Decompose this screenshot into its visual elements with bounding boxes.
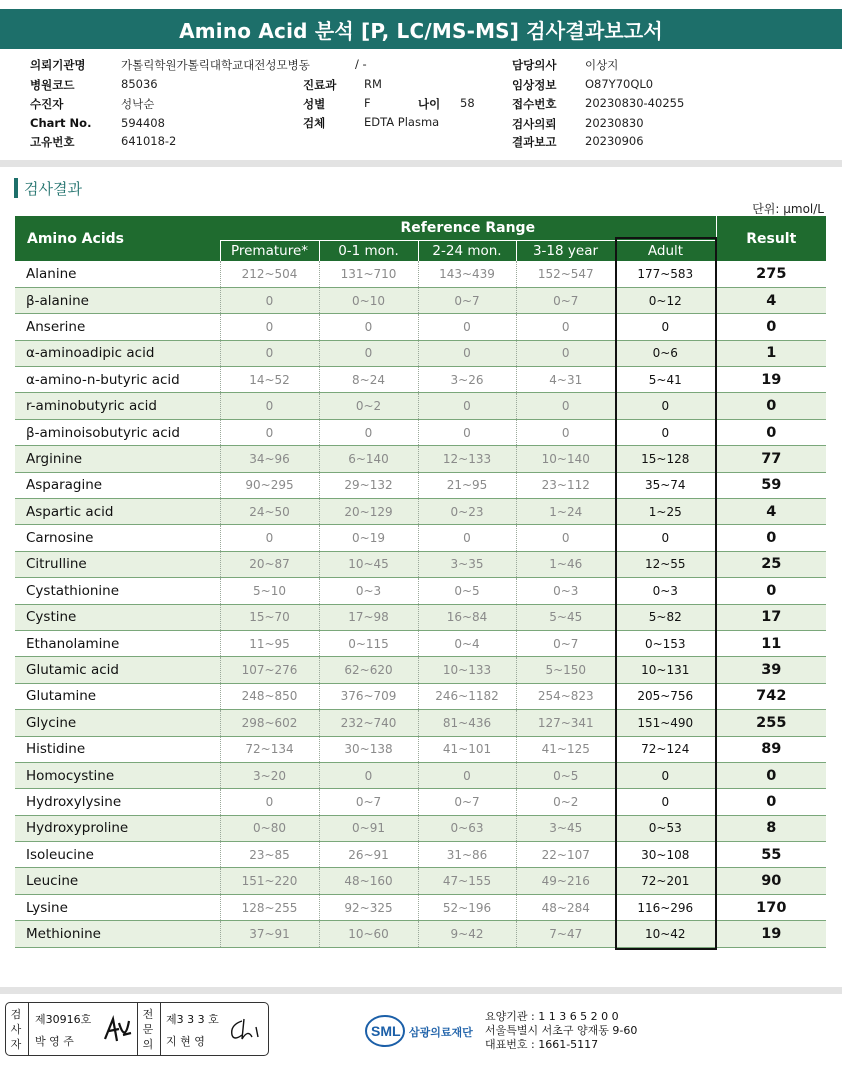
- table-row: [15, 842, 826, 868]
- reference-range-cell: 0~2: [516, 789, 615, 815]
- reference-range-cell: 0~3: [516, 578, 615, 604]
- reference-range-cell: 3~20: [220, 762, 319, 788]
- table-row: [15, 921, 826, 947]
- adult-range-cell: 10~131: [615, 657, 716, 683]
- reference-range-cell: 0: [516, 314, 615, 340]
- chart-label: Chart No.: [30, 116, 92, 130]
- chart-value: 594408: [121, 116, 165, 130]
- table-row: [15, 762, 826, 788]
- reference-range-cell: 0: [516, 525, 615, 551]
- report-value: 20230906: [585, 134, 644, 148]
- hospital-code-value: 85036: [121, 77, 158, 91]
- reference-range-cell: 20~129: [319, 499, 418, 525]
- reference-range-cell: 0: [418, 393, 516, 419]
- reference-range-cell: 0: [220, 393, 319, 419]
- table-row: [15, 261, 826, 287]
- age-value: 58: [460, 96, 475, 110]
- table-row: [15, 604, 826, 630]
- lab-code: 요양기관 : 1 1 3 6 5 2 0 0: [485, 1010, 619, 1023]
- report-label: 결과보고: [512, 135, 557, 149]
- reference-range-cell: 14~52: [220, 367, 319, 393]
- result-value: 0: [716, 314, 826, 340]
- reference-range-cell: 41~125: [516, 736, 615, 762]
- reference-range-cell: 52~196: [418, 894, 516, 920]
- reference-range-cell: 0: [220, 340, 319, 366]
- table-row: [15, 472, 826, 498]
- reference-range-cell: 10~133: [418, 657, 516, 683]
- reference-range-cell: 0: [319, 340, 418, 366]
- adult-range-cell: 0: [615, 762, 716, 788]
- specialist-license: 제3 3 3 호: [166, 1013, 219, 1026]
- reference-range-cell: 0: [220, 287, 319, 313]
- amino-acid-name: Carnosine: [15, 525, 220, 551]
- col-header-amino-acids: Amino Acids: [15, 216, 220, 261]
- reference-range-cell: 152~547: [516, 261, 615, 287]
- reference-range-cell: 298~602: [220, 710, 319, 736]
- reference-range-cell: 0~80: [220, 815, 319, 841]
- amino-acid-name: Glycine: [15, 710, 220, 736]
- adult-range-cell: 0: [615, 525, 716, 551]
- adult-range-cell: 12~55: [615, 551, 716, 577]
- reference-range-cell: 41~101: [418, 736, 516, 762]
- result-value: 0: [716, 789, 826, 815]
- reference-range-cell: 0: [418, 762, 516, 788]
- amino-acid-name: β-aminoisobutyric acid: [15, 419, 220, 445]
- unique-label: 고유번호: [30, 135, 75, 149]
- reference-range-cell: 10~60: [319, 921, 418, 947]
- reference-range-cell: 0~19: [319, 525, 418, 551]
- table-row: [15, 868, 826, 894]
- reference-range-cell: 30~138: [319, 736, 418, 762]
- receipt-value: 20230830-40255: [585, 96, 685, 110]
- examiner-label: 검 사 자: [10, 1008, 22, 1051]
- patient-info: [0, 55, 842, 155]
- specimen-label: 검체: [303, 116, 326, 130]
- result-value: 77: [716, 446, 826, 472]
- clinical-value: O87Y70QL0: [585, 77, 654, 91]
- table-row: [15, 630, 826, 656]
- table-row: [15, 419, 826, 445]
- reference-range-cell: 22~107: [516, 842, 615, 868]
- table-row: [15, 340, 826, 366]
- reference-range-cell: 23~85: [220, 842, 319, 868]
- doctor-label: 담당의사: [512, 58, 557, 72]
- result-value: 89: [716, 736, 826, 762]
- reference-range-cell: 0: [418, 340, 516, 366]
- sml-logo: [365, 1010, 485, 1050]
- reference-range-cell: 20~87: [220, 551, 319, 577]
- result-value: 1: [716, 340, 826, 366]
- lab-phone: 대표번호 : 1661-5117: [485, 1038, 599, 1051]
- reference-range-cell: 1~24: [516, 499, 615, 525]
- reference-range-cell: 0~10: [319, 287, 418, 313]
- col-header-2-24-mon: 2-24 mon.: [418, 240, 516, 261]
- adult-range-cell: 205~756: [615, 683, 716, 709]
- result-value: 59: [716, 472, 826, 498]
- reference-range-cell: 17~98: [319, 604, 418, 630]
- reference-range-cell: 0~3: [319, 578, 418, 604]
- amino-acid-name: Glutamic acid: [15, 657, 220, 683]
- table-row: [15, 789, 826, 815]
- footer-divider: [0, 987, 842, 994]
- col-header-reference-range: Reference Range: [220, 216, 716, 240]
- reference-range-cell: 29~132: [319, 472, 418, 498]
- result-value: 19: [716, 367, 826, 393]
- result-value: 275: [716, 261, 826, 287]
- reference-range-cell: 127~341: [516, 710, 615, 736]
- patient-label: 수진자: [30, 97, 64, 111]
- examiner-signature: [101, 1013, 135, 1047]
- table-row: [15, 525, 826, 551]
- amino-acid-name: α-aminoadipic acid: [15, 340, 220, 366]
- reference-range-cell: 0~115: [319, 630, 418, 656]
- reference-range-cell: 0~7: [418, 789, 516, 815]
- adult-range-cell: 10~42: [615, 921, 716, 947]
- amino-acid-name: Anserine: [15, 314, 220, 340]
- adult-range-cell: 35~74: [615, 472, 716, 498]
- reference-range-cell: 72~134: [220, 736, 319, 762]
- amino-acid-name: Arginine: [15, 446, 220, 472]
- adult-range-cell: 0~53: [615, 815, 716, 841]
- reference-range-cell: 3~26: [418, 367, 516, 393]
- age-label: 나이: [418, 97, 441, 111]
- reference-range-cell: 5~150: [516, 657, 615, 683]
- reference-range-cell: 23~112: [516, 472, 615, 498]
- receipt-label: 접수번호: [512, 97, 557, 111]
- reference-range-cell: 0: [418, 419, 516, 445]
- reference-range-cell: 0~63: [418, 815, 516, 841]
- reference-range-cell: 37~91: [220, 921, 319, 947]
- result-value: 0: [716, 419, 826, 445]
- result-value: 0: [716, 393, 826, 419]
- result-value: 255: [716, 710, 826, 736]
- reference-range-cell: 5~45: [516, 604, 615, 630]
- reference-range-cell: 47~155: [418, 868, 516, 894]
- adult-range-cell: 0~3: [615, 578, 716, 604]
- reference-range-cell: 151~220: [220, 868, 319, 894]
- reference-range-cell: 212~504: [220, 261, 319, 287]
- reference-range-cell: 6~140: [319, 446, 418, 472]
- reference-range-cell: 90~295: [220, 472, 319, 498]
- lab-address: 서울특별시 서초구 양재동 9-60: [485, 1024, 638, 1037]
- reference-range-cell: 0: [418, 314, 516, 340]
- adult-range-cell: 0~6: [615, 340, 716, 366]
- adult-range-cell: 30~108: [615, 842, 716, 868]
- logo-caption: 삼광의료재단: [409, 1026, 473, 1039]
- report-title: Amino Acid 분석 [P, LC/MS-MS] 검사결과보고서: [0, 9, 842, 49]
- table-row: [15, 287, 826, 313]
- result-value: 17: [716, 604, 826, 630]
- institution-value: 가톨릭학원가톨릭대학교대전성모병동: [121, 58, 310, 72]
- amino-acid-name: α-amino-n-butyric acid: [15, 367, 220, 393]
- section-title: [14, 178, 82, 198]
- table-row: [15, 314, 826, 340]
- table-row: [15, 683, 826, 709]
- reference-range-cell: 3~45: [516, 815, 615, 841]
- reference-range-cell: 376~709: [319, 683, 418, 709]
- reference-range-cell: 0~2: [319, 393, 418, 419]
- unit-label: 단위: μmol/L: [752, 202, 824, 216]
- reference-range-cell: 10~45: [319, 551, 418, 577]
- adult-range-cell: 151~490: [615, 710, 716, 736]
- specimen-value: EDTA Plasma: [364, 115, 440, 129]
- table-row: [15, 367, 826, 393]
- section-title-text: 검사결과: [24, 179, 82, 198]
- col-header-premature: Premature*: [220, 240, 319, 261]
- amino-acid-name: Cystine: [15, 604, 220, 630]
- reference-range-cell: 0~4: [418, 630, 516, 656]
- dept-label: 진료과: [303, 78, 337, 92]
- adult-range-cell: 0: [615, 419, 716, 445]
- reference-range-cell: 49~216: [516, 868, 615, 894]
- examiner-name: 박 영 주: [35, 1035, 74, 1048]
- table-row: [15, 894, 826, 920]
- reference-range-cell: 107~276: [220, 657, 319, 683]
- amino-acid-name: Ethanolamine: [15, 630, 220, 656]
- lab-info: [485, 1010, 637, 1052]
- table-row: [15, 815, 826, 841]
- adult-range-cell: 177~583: [615, 261, 716, 287]
- adult-range-cell: 0~12: [615, 287, 716, 313]
- table-row: [15, 446, 826, 472]
- result-value: 4: [716, 499, 826, 525]
- amino-acid-name: Aspartic acid: [15, 499, 220, 525]
- reference-range-cell: 0~23: [418, 499, 516, 525]
- specialist-name: 지 현 영: [166, 1035, 205, 1048]
- specialist-signature: [226, 1015, 262, 1045]
- result-value: 742: [716, 683, 826, 709]
- reference-range-cell: 0: [516, 419, 615, 445]
- col-header-adult: Adult: [615, 240, 716, 261]
- result-value: 90: [716, 868, 826, 894]
- reference-range-cell: 0~7: [516, 630, 615, 656]
- reference-range-cell: 3~35: [418, 551, 516, 577]
- reference-range-cell: 0: [319, 419, 418, 445]
- result-value: 19: [716, 921, 826, 947]
- result-value: 0: [716, 525, 826, 551]
- reference-range-cell: 0: [220, 419, 319, 445]
- amino-acid-name: Asparagine: [15, 472, 220, 498]
- table-row: [15, 499, 826, 525]
- reference-range-cell: 21~95: [418, 472, 516, 498]
- col-header-result: Result: [716, 216, 826, 261]
- table-row: [15, 657, 826, 683]
- reference-range-cell: 254~823: [516, 683, 615, 709]
- adult-range-cell: 15~128: [615, 446, 716, 472]
- section-marker: [14, 178, 18, 198]
- reference-range-cell: 143~439: [418, 261, 516, 287]
- patient-value: 성낙순: [121, 97, 155, 111]
- clinical-label: 임상정보: [512, 78, 557, 92]
- reference-range-cell: 5~10: [220, 578, 319, 604]
- reference-range-cell: 0~7: [418, 287, 516, 313]
- adult-range-cell: 0: [615, 789, 716, 815]
- table-row: [15, 551, 826, 577]
- adult-range-cell: 5~41: [615, 367, 716, 393]
- reference-range-cell: 24~50: [220, 499, 319, 525]
- table-row: [15, 393, 826, 419]
- reference-range-cell: 7~47: [516, 921, 615, 947]
- amino-acid-name: Citrulline: [15, 551, 220, 577]
- adult-range-cell: 0: [615, 393, 716, 419]
- col-header-3-18-year: 3-18 year: [516, 240, 615, 261]
- unique-value: 641018-2: [121, 134, 177, 148]
- ward-value: / -: [355, 57, 367, 71]
- reference-range-cell: 0~5: [516, 762, 615, 788]
- reference-range-cell: 62~620: [319, 657, 418, 683]
- reference-range-cell: 48~160: [319, 868, 418, 894]
- reference-range-cell: 11~95: [220, 630, 319, 656]
- reference-range-cell: 48~284: [516, 894, 615, 920]
- reference-range-cell: 1~46: [516, 551, 615, 577]
- reference-range-cell: 0: [220, 789, 319, 815]
- adult-range-cell: 5~82: [615, 604, 716, 630]
- sex-value: F: [364, 96, 371, 110]
- result-value: 4: [716, 287, 826, 313]
- examiner-license: 제30916호: [35, 1013, 92, 1026]
- reference-range-cell: 0: [319, 314, 418, 340]
- request-value: 20230830: [585, 116, 644, 130]
- reference-range-cell: 246~1182: [418, 683, 516, 709]
- amino-acid-name: Alanine: [15, 261, 220, 287]
- result-value: 170: [716, 894, 826, 920]
- reference-range-cell: 248~850: [220, 683, 319, 709]
- reference-range-cell: 4~31: [516, 367, 615, 393]
- specialist-label: 전 문 의: [142, 1008, 154, 1051]
- reference-range-cell: 0~7: [516, 287, 615, 313]
- sex-label: 성별: [303, 97, 326, 111]
- reference-range-cell: 10~140: [516, 446, 615, 472]
- reference-range-cell: 16~84: [418, 604, 516, 630]
- adult-range-cell: 0~153: [615, 630, 716, 656]
- result-value: 11: [716, 630, 826, 656]
- reference-range-cell: 0: [319, 762, 418, 788]
- amino-acid-name: Glutamine: [15, 683, 220, 709]
- reference-range-cell: 0: [220, 525, 319, 551]
- header-divider: [0, 160, 842, 167]
- amino-acid-name: Histidine: [15, 736, 220, 762]
- dept-value: RM: [364, 77, 382, 91]
- reference-range-cell: 131~710: [319, 261, 418, 287]
- reference-range-cell: 0: [418, 525, 516, 551]
- adult-range-cell: 72~124: [615, 736, 716, 762]
- amino-acid-name: Cystathionine: [15, 578, 220, 604]
- reference-range-cell: 81~436: [418, 710, 516, 736]
- adult-range-cell: 72~201: [615, 868, 716, 894]
- result-value: 25: [716, 551, 826, 577]
- reference-range-cell: 0: [220, 314, 319, 340]
- reference-range-cell: 128~255: [220, 894, 319, 920]
- amino-acid-name: Isoleucine: [15, 842, 220, 868]
- doctor-value: 이상지: [585, 58, 619, 72]
- adult-range-cell: 0: [615, 314, 716, 340]
- reference-range-cell: 0~5: [418, 578, 516, 604]
- reference-range-cell: 0~7: [319, 789, 418, 815]
- signature-box: [5, 1002, 269, 1056]
- institution-label: 의뢰기관명: [30, 58, 86, 72]
- logo-mark-text: SML: [371, 1023, 401, 1039]
- reference-range-cell: 12~133: [418, 446, 516, 472]
- table-row: [15, 736, 826, 762]
- reference-range-cell: 9~42: [418, 921, 516, 947]
- amino-acid-name: Hydroxylysine: [15, 789, 220, 815]
- table-row: [15, 710, 826, 736]
- result-value: 0: [716, 578, 826, 604]
- amino-acid-name: Methionine: [15, 921, 220, 947]
- hospital-code-label: 병원코드: [30, 78, 75, 92]
- reference-range-cell: 26~91: [319, 842, 418, 868]
- amino-acid-name: β-alanine: [15, 287, 220, 313]
- reference-range-cell: 8~24: [319, 367, 418, 393]
- col-header-0-1-mon: 0-1 mon.: [319, 240, 418, 261]
- amino-acid-name: r-aminobutyric acid: [15, 393, 220, 419]
- reference-range-cell: 0~91: [319, 815, 418, 841]
- request-label: 검사의뢰: [512, 117, 557, 131]
- reference-range-cell: 34~96: [220, 446, 319, 472]
- result-value: 0: [716, 762, 826, 788]
- results-table: [15, 216, 826, 948]
- reference-range-cell: 92~325: [319, 894, 418, 920]
- amino-acid-name: Hydroxyproline: [15, 815, 220, 841]
- amino-acid-name: Lysine: [15, 894, 220, 920]
- reference-range-cell: 31~86: [418, 842, 516, 868]
- result-value: 55: [716, 842, 826, 868]
- adult-range-cell: 1~25: [615, 499, 716, 525]
- reference-range-cell: 0: [516, 393, 615, 419]
- adult-range-cell: 116~296: [615, 894, 716, 920]
- reference-range-cell: 0: [516, 340, 615, 366]
- amino-acid-name: Leucine: [15, 868, 220, 894]
- result-value: 8: [716, 815, 826, 841]
- reference-range-cell: 232~740: [319, 710, 418, 736]
- table-row: [15, 578, 826, 604]
- amino-acid-name: Homocystine: [15, 762, 220, 788]
- reference-range-cell: 15~70: [220, 604, 319, 630]
- result-value: 39: [716, 657, 826, 683]
